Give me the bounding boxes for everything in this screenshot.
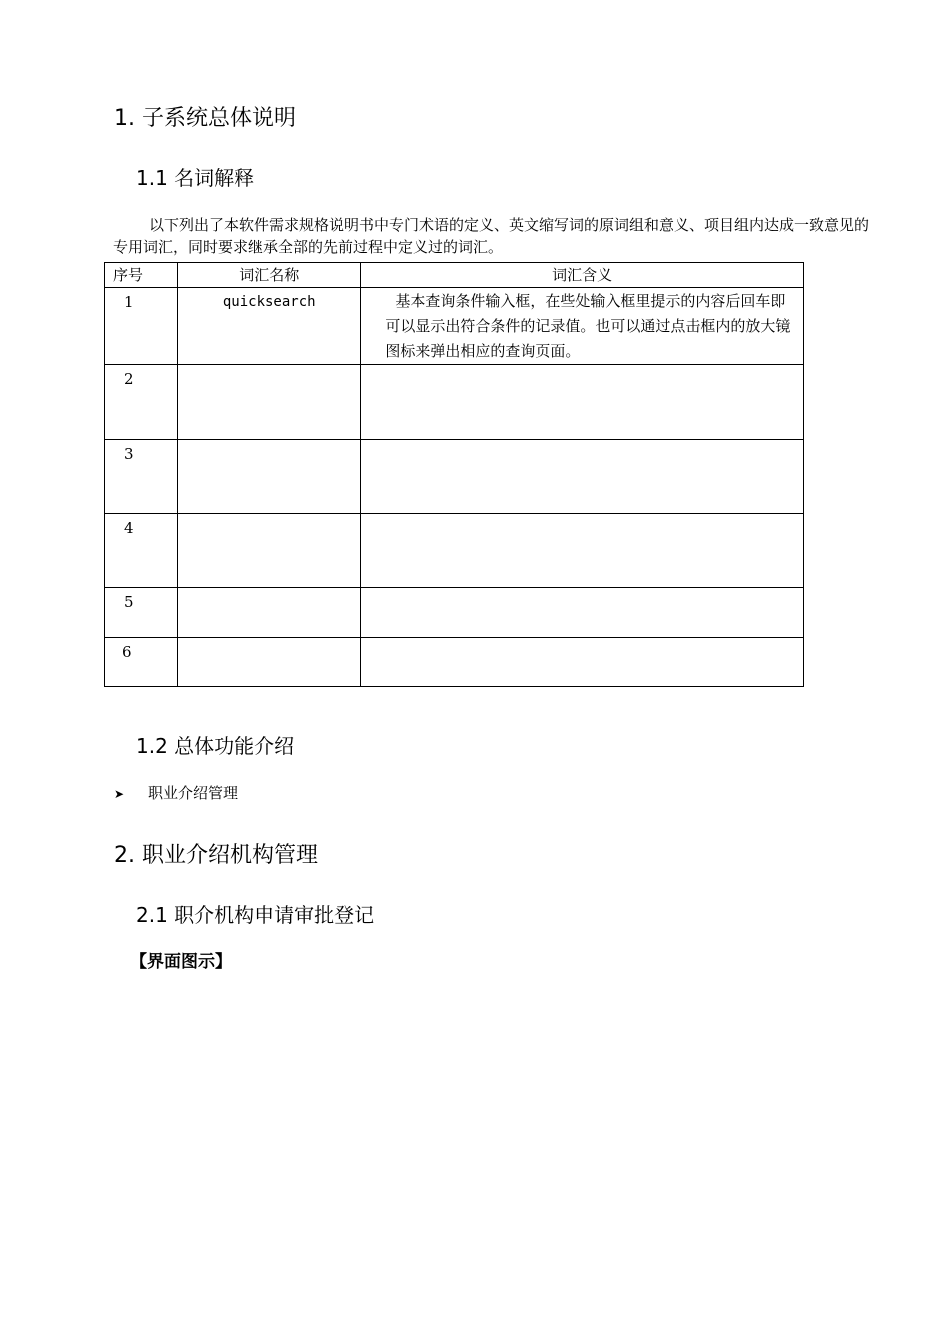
arrow-bullet-icon: ➤ (114, 787, 125, 801)
term-meaning (361, 588, 804, 638)
term-name (178, 514, 361, 588)
section-1-2-title: 1.2 总体功能介绍 (136, 734, 295, 758)
table-row (105, 588, 804, 638)
table-row (105, 288, 804, 365)
table-row (105, 365, 804, 440)
column-header-term: 词汇名称 (178, 263, 361, 288)
row-number: 1 (105, 288, 178, 365)
table-header-row (105, 263, 804, 288)
table-row (105, 440, 804, 514)
table-row (105, 514, 804, 588)
term-name (178, 365, 361, 440)
section-1-1-title: 1.1 名词解释 (136, 166, 255, 190)
term-name (178, 638, 361, 687)
section-1-title: 1. 子系统总体说明 (114, 106, 296, 131)
row-number: 4 (105, 514, 178, 588)
section-2-1-title: 2.1 职介机构申请审批登记 (136, 903, 375, 927)
function-list-item (114, 782, 238, 805)
term-meaning (361, 365, 804, 440)
column-header-meaning: 词汇含义 (361, 263, 804, 288)
glossary-intro: 以下列出了本软件需求规格说明书中专门术语的定义、英文缩写词的原词组和意义、项目组内达成一致意见的专用词汇，同时要求继承全部的先前过程中定义过的词汇。 (113, 216, 870, 256)
row-number: 5 (105, 588, 178, 638)
term-name (178, 588, 361, 638)
table-row (105, 638, 804, 687)
term-meaning (361, 638, 804, 687)
column-header-no: 序号 (105, 263, 178, 288)
term-name (178, 440, 361, 514)
term-name: quicksearch (178, 288, 361, 365)
section-2-title: 2. 职业介绍机构管理 (114, 843, 318, 868)
row-number: 6 (105, 638, 178, 687)
function-list-item-label: 职业介绍管理 (148, 784, 239, 802)
glossary-table (104, 262, 804, 687)
term-meaning: 基本查询条件输入框，在些处输入框里提示的内容后回车即可以显示出符合条件的记录值。也可以通过点击框内的放大镜图标来弹出相应的查询页面。 (361, 288, 804, 365)
term-meaning (361, 440, 804, 514)
row-number: 2 (105, 365, 178, 440)
term-meaning (361, 514, 804, 588)
figure-label: 【界面图示】 (130, 952, 232, 972)
row-number: 3 (105, 440, 178, 514)
